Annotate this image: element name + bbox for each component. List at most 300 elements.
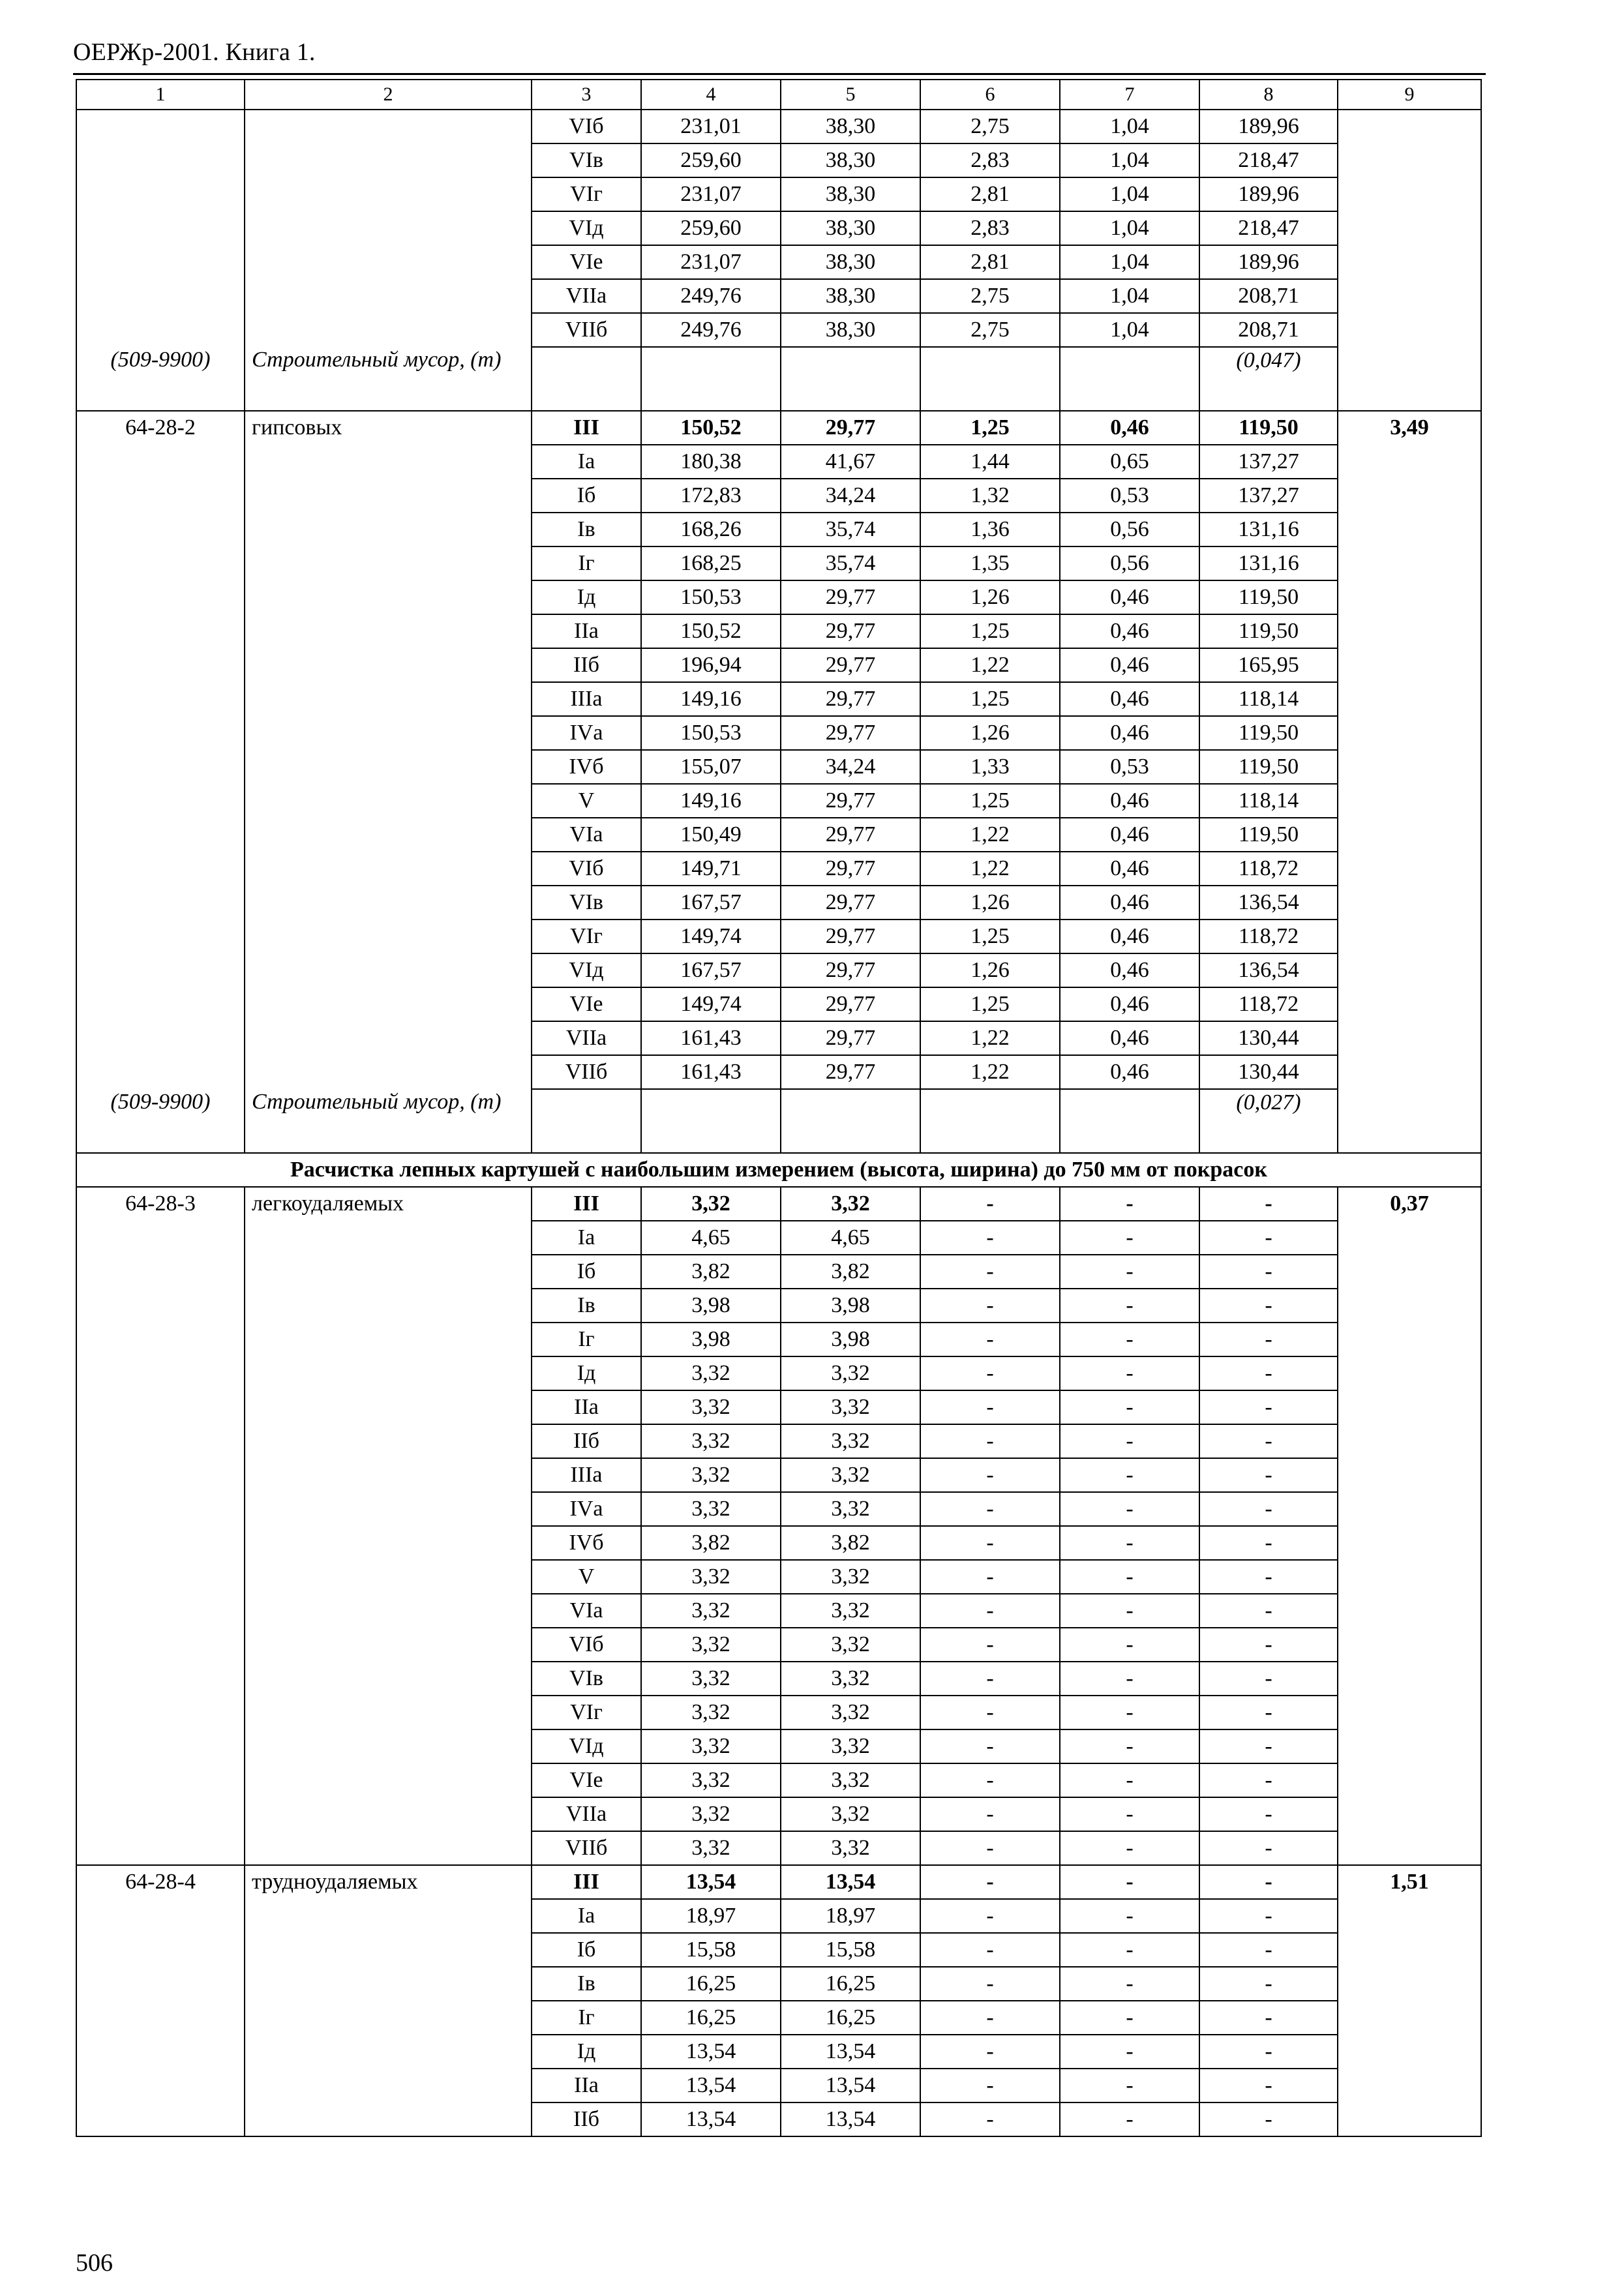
value-cell: 3,32: [781, 1763, 920, 1797]
region-code-cell: Iа: [532, 1221, 641, 1255]
region-code-cell: Iг: [532, 1323, 641, 1356]
value-cell: 35,74: [781, 513, 920, 546]
value-cell: 13,54: [781, 2069, 920, 2102]
region-code-cell: Iг: [532, 546, 641, 580]
region-code-cell: Iв: [532, 1967, 641, 2001]
value-cell: 137,27: [1199, 445, 1338, 479]
value-cell: 18,97: [641, 1899, 781, 1933]
value-cell: 13,54: [641, 2069, 781, 2102]
value-cell: 13,54: [641, 1865, 781, 1899]
value-cell: -: [920, 1628, 1060, 1662]
value-cell: -: [1199, 1560, 1338, 1594]
value-cell: 231,01: [641, 110, 781, 143]
value-cell: 3,82: [781, 1526, 920, 1560]
value-cell: 130,44: [1199, 1055, 1338, 1089]
value-cell: 189,96: [1199, 177, 1338, 211]
value-cell: 3,32: [781, 1628, 920, 1662]
value-cell: 29,77: [781, 987, 920, 1021]
value-cell: 150,53: [641, 580, 781, 614]
value-cell: 0,46: [1060, 818, 1199, 852]
value-cell: 29,77: [781, 648, 920, 682]
region-code-cell: VIIа: [532, 1021, 641, 1055]
value-cell: 1,04: [1060, 177, 1199, 211]
value-cell: 249,76: [641, 279, 781, 313]
value-cell: 13,54: [641, 2102, 781, 2136]
value-cell: -: [1060, 1390, 1199, 1424]
value-cell: 2,75: [920, 313, 1060, 347]
value-cell: 0,65: [1060, 445, 1199, 479]
value-cell: -: [1199, 1323, 1338, 1356]
value-cell: 3,82: [641, 1255, 781, 1289]
value-cell: 2,81: [920, 245, 1060, 279]
value-cell: 3,32: [781, 1797, 920, 1831]
region-code-cell: Iа: [532, 445, 641, 479]
value-cell: 167,57: [641, 953, 781, 987]
empty-cell: [1060, 347, 1199, 411]
value-cell: 149,74: [641, 987, 781, 1021]
region-code-cell: VIв: [532, 1662, 641, 1696]
value-cell: -: [920, 1458, 1060, 1492]
region-code-cell: VIб: [532, 110, 641, 143]
value-cell: 29,77: [781, 886, 920, 920]
value-cell: -: [1060, 1526, 1199, 1560]
waste-value: (0,047): [1199, 347, 1338, 411]
value-cell: 2,75: [920, 110, 1060, 143]
value-cell: -: [1199, 1933, 1338, 1967]
value-cell: 1,25: [920, 411, 1060, 445]
region-code-cell: VIIб: [532, 1831, 641, 1865]
value-cell: 38,30: [781, 211, 920, 245]
name-cell: [245, 110, 532, 347]
region-code-cell: IVа: [532, 1492, 641, 1526]
value-cell: 0,56: [1060, 546, 1199, 580]
region-code-cell: V: [532, 784, 641, 818]
section-heading-row: [76, 1153, 1481, 1187]
code-cell: [76, 110, 245, 347]
value-cell: 149,74: [641, 920, 781, 953]
value-cell: -: [1060, 1899, 1199, 1933]
value-cell: 3,32: [641, 1424, 781, 1458]
column-number: 6: [920, 80, 1060, 110]
value-cell: -: [1199, 1458, 1338, 1492]
value-cell: 118,14: [1199, 682, 1338, 716]
region-code-cell: Iа: [532, 1899, 641, 1933]
value-cell: -: [1060, 2035, 1199, 2069]
region-code-cell: Iб: [532, 1933, 641, 1967]
value-cell: 38,30: [781, 110, 920, 143]
value-cell: 3,32: [781, 1560, 920, 1594]
value-cell: -: [1199, 1187, 1338, 1221]
waste-code: (509-9900): [76, 347, 245, 411]
region-code-cell: Iв: [532, 1289, 641, 1323]
value-cell: -: [1060, 1323, 1199, 1356]
value-cell: 259,60: [641, 143, 781, 177]
value-cell: 0,46: [1060, 987, 1199, 1021]
value-cell: -: [920, 1729, 1060, 1763]
region-code-cell: VIIа: [532, 279, 641, 313]
value-cell: 3,32: [781, 1831, 920, 1865]
value-cell: 131,16: [1199, 513, 1338, 546]
region-code-cell: IIIа: [532, 1458, 641, 1492]
value-cell: 136,54: [1199, 953, 1338, 987]
value-cell: 3,32: [781, 1662, 920, 1696]
value-cell: -: [1199, 1865, 1338, 1899]
value-cell: 29,77: [781, 682, 920, 716]
value-cell: -: [1060, 2001, 1199, 2035]
region-code-cell: Iг: [532, 2001, 641, 2035]
region-code-cell: III: [532, 1865, 641, 1899]
region-code-cell: VIе: [532, 1763, 641, 1797]
value-cell: -: [1060, 1221, 1199, 1255]
value-cell: 3,32: [641, 1560, 781, 1594]
value-cell: -: [920, 2069, 1060, 2102]
value-cell: -: [1060, 1933, 1199, 1967]
value-cell: -: [920, 2035, 1060, 2069]
empty-cell: [1338, 1089, 1481, 1153]
value-cell: -: [1060, 1424, 1199, 1458]
value-cell: 196,94: [641, 648, 781, 682]
page-number: 506: [76, 2249, 113, 2277]
section-title: Расчистка лепных картушей с наибольшим измерением (высота, ширина) до 750 мм от покрасок: [76, 1153, 1481, 1187]
value-cell: -: [920, 1967, 1060, 2001]
value-cell: -: [1199, 2035, 1338, 2069]
value-cell: 3,32: [641, 1662, 781, 1696]
waste-label: Строительный мусор, (т): [245, 1089, 532, 1153]
value-cell: 3,32: [781, 1458, 920, 1492]
value-cell: 16,25: [781, 1967, 920, 2001]
value-cell: -: [920, 1899, 1060, 1933]
value-cell: 3,82: [781, 1255, 920, 1289]
value-cell: 149,16: [641, 682, 781, 716]
value-cell: 3,32: [641, 1831, 781, 1865]
value-cell: -: [920, 1594, 1060, 1628]
value-cell: 0,53: [1060, 479, 1199, 513]
value-cell: 0,46: [1060, 784, 1199, 818]
norm-cell: 1,51: [1338, 1865, 1481, 2136]
value-cell: -: [1060, 2102, 1199, 2136]
value-cell: 16,25: [641, 2001, 781, 2035]
region-code-cell: VIг: [532, 1696, 641, 1729]
value-cell: -: [1199, 2001, 1338, 2035]
value-cell: 0,46: [1060, 920, 1199, 953]
value-cell: 155,07: [641, 750, 781, 784]
column-number: 7: [1060, 80, 1199, 110]
value-cell: 189,96: [1199, 110, 1338, 143]
code-cell: 64-28-4: [76, 1865, 245, 2136]
waste-row: [76, 1089, 1481, 1153]
value-cell: 1,04: [1060, 245, 1199, 279]
value-cell: 1,26: [920, 886, 1060, 920]
region-code-cell: IIб: [532, 2102, 641, 2136]
value-cell: -: [1199, 1221, 1338, 1255]
value-cell: 130,44: [1199, 1021, 1338, 1055]
value-cell: 119,50: [1199, 750, 1338, 784]
value-cell: -: [1060, 1662, 1199, 1696]
value-cell: 3,98: [641, 1289, 781, 1323]
region-code-cell: Iб: [532, 479, 641, 513]
value-cell: 3,32: [781, 1424, 920, 1458]
value-cell: 29,77: [781, 1021, 920, 1055]
region-code-cell: IVб: [532, 1526, 641, 1560]
value-cell: 3,32: [781, 1356, 920, 1390]
value-cell: -: [1199, 2102, 1338, 2136]
value-cell: 259,60: [641, 211, 781, 245]
region-code-cell: IIа: [532, 2069, 641, 2102]
value-cell: 3,98: [781, 1289, 920, 1323]
region-code-cell: III: [532, 411, 641, 445]
value-cell: 29,77: [781, 580, 920, 614]
norm-cell: [1338, 110, 1481, 347]
value-cell: -: [1060, 1187, 1199, 1221]
value-cell: 168,26: [641, 513, 781, 546]
region-code-cell: IIб: [532, 1424, 641, 1458]
value-cell: -: [920, 1865, 1060, 1899]
code-cell: 64-28-3: [76, 1187, 245, 1865]
value-cell: -: [1199, 1390, 1338, 1424]
value-cell: 3,32: [641, 1458, 781, 1492]
value-cell: 41,67: [781, 445, 920, 479]
region-code-cell: VIд: [532, 211, 641, 245]
value-cell: 4,65: [641, 1221, 781, 1255]
column-number: 9: [1338, 80, 1481, 110]
value-cell: 0,46: [1060, 411, 1199, 445]
column-number: 4: [641, 80, 781, 110]
value-cell: 0,56: [1060, 513, 1199, 546]
value-cell: 119,50: [1199, 614, 1338, 648]
value-cell: -: [1199, 1289, 1338, 1323]
value-cell: 119,50: [1199, 411, 1338, 445]
value-cell: 0,46: [1060, 682, 1199, 716]
value-cell: 0,46: [1060, 614, 1199, 648]
region-code-cell: VIд: [532, 1729, 641, 1763]
header-rule: [73, 73, 1486, 75]
value-cell: 1,25: [920, 614, 1060, 648]
value-cell: 29,77: [781, 614, 920, 648]
value-cell: -: [1199, 1729, 1338, 1763]
value-cell: -: [920, 1424, 1060, 1458]
value-cell: 1,04: [1060, 143, 1199, 177]
value-cell: 38,30: [781, 279, 920, 313]
value-cell: -: [1199, 1356, 1338, 1390]
value-cell: 149,71: [641, 852, 781, 886]
value-cell: 150,52: [641, 614, 781, 648]
value-cell: 1,22: [920, 852, 1060, 886]
value-cell: 189,96: [1199, 245, 1338, 279]
page-header-title: ОЕРЖр-2001. Книга 1.: [73, 38, 316, 66]
region-code-cell: Iв: [532, 513, 641, 546]
waste-label: Строительный мусор, (т): [245, 347, 532, 411]
value-cell: -: [920, 1289, 1060, 1323]
value-cell: 150,53: [641, 716, 781, 750]
empty-cell: [641, 347, 781, 411]
value-cell: -: [920, 1831, 1060, 1865]
value-cell: 3,32: [781, 1390, 920, 1424]
value-cell: 119,50: [1199, 580, 1338, 614]
region-code-cell: VIIа: [532, 1797, 641, 1831]
name-cell: гипсовых: [245, 411, 532, 1089]
column-number: 1: [76, 80, 245, 110]
value-cell: 2,75: [920, 279, 1060, 313]
region-code-cell: VIе: [532, 987, 641, 1021]
norm-cell: 3,49: [1338, 411, 1481, 1089]
value-cell: 38,30: [781, 245, 920, 279]
value-cell: 35,74: [781, 546, 920, 580]
empty-cell: [532, 1089, 641, 1153]
value-cell: 15,58: [641, 1933, 781, 1967]
value-cell: 231,07: [641, 177, 781, 211]
value-cell: 29,77: [781, 784, 920, 818]
value-cell: 3,32: [641, 1797, 781, 1831]
value-cell: -: [1199, 2069, 1338, 2102]
value-cell: -: [920, 1187, 1060, 1221]
value-cell: 3,32: [641, 1594, 781, 1628]
region-code-cell: VIIб: [532, 313, 641, 347]
value-cell: 3,82: [641, 1526, 781, 1560]
value-cell: 1,22: [920, 1055, 1060, 1089]
region-code-cell: Iд: [532, 2035, 641, 2069]
value-cell: 3,32: [641, 1492, 781, 1526]
value-cell: -: [1199, 1696, 1338, 1729]
value-cell: 172,83: [641, 479, 781, 513]
value-cell: 1,25: [920, 920, 1060, 953]
value-cell: -: [1060, 1967, 1199, 2001]
value-cell: -: [1199, 1763, 1338, 1797]
value-cell: -: [1199, 1831, 1338, 1865]
table-row: [76, 411, 1481, 445]
value-cell: 1,25: [920, 682, 1060, 716]
value-cell: 1,22: [920, 818, 1060, 852]
value-cell: 231,07: [641, 245, 781, 279]
value-cell: 38,30: [781, 313, 920, 347]
value-cell: 1,25: [920, 987, 1060, 1021]
value-cell: -: [1199, 1255, 1338, 1289]
value-cell: 3,32: [641, 1696, 781, 1729]
value-cell: 3,32: [781, 1187, 920, 1221]
norms-table: [76, 79, 1482, 2137]
region-code-cell: VIб: [532, 1628, 641, 1662]
value-cell: 218,47: [1199, 143, 1338, 177]
value-cell: 3,32: [641, 1763, 781, 1797]
value-cell: 3,32: [641, 1729, 781, 1763]
value-cell: -: [920, 1662, 1060, 1696]
region-code-cell: VIб: [532, 852, 641, 886]
value-cell: 38,30: [781, 177, 920, 211]
region-code-cell: IIIа: [532, 682, 641, 716]
value-cell: 4,65: [781, 1221, 920, 1255]
value-cell: -: [920, 1560, 1060, 1594]
empty-cell: [1338, 347, 1481, 411]
region-code-cell: VIа: [532, 818, 641, 852]
value-cell: 136,54: [1199, 886, 1338, 920]
value-cell: -: [1060, 1458, 1199, 1492]
value-cell: 1,25: [920, 784, 1060, 818]
column-number: 3: [532, 80, 641, 110]
region-code-cell: V: [532, 1560, 641, 1594]
value-cell: 249,76: [641, 313, 781, 347]
value-cell: -: [920, 1390, 1060, 1424]
region-code-cell: VIв: [532, 886, 641, 920]
value-cell: 2,81: [920, 177, 1060, 211]
value-cell: 15,58: [781, 1933, 920, 1967]
value-cell: 0,46: [1060, 1055, 1199, 1089]
value-cell: 16,25: [781, 2001, 920, 2035]
value-cell: 13,54: [781, 2102, 920, 2136]
value-cell: 3,32: [781, 1696, 920, 1729]
value-cell: 38,30: [781, 143, 920, 177]
value-cell: 119,50: [1199, 818, 1338, 852]
region-code-cell: VIг: [532, 177, 641, 211]
value-cell: 34,24: [781, 750, 920, 784]
table-row: [76, 1187, 1481, 1221]
value-cell: -: [920, 2102, 1060, 2136]
value-cell: 1,33: [920, 750, 1060, 784]
value-cell: 0,46: [1060, 852, 1199, 886]
value-cell: 149,16: [641, 784, 781, 818]
value-cell: -: [920, 1255, 1060, 1289]
empty-cell: [920, 1089, 1060, 1153]
region-code-cell: Iб: [532, 1255, 641, 1289]
value-cell: 1,26: [920, 953, 1060, 987]
column-number-row: [76, 80, 1481, 110]
value-cell: -: [1199, 1797, 1338, 1831]
value-cell: -: [1060, 1763, 1199, 1797]
value-cell: -: [1060, 2069, 1199, 2102]
value-cell: -: [1060, 1289, 1199, 1323]
table-row: [76, 110, 1481, 143]
value-cell: 1,04: [1060, 313, 1199, 347]
value-cell: -: [1199, 1662, 1338, 1696]
value-cell: 119,50: [1199, 716, 1338, 750]
region-code-cell: IVб: [532, 750, 641, 784]
value-cell: -: [1199, 1424, 1338, 1458]
value-cell: 137,27: [1199, 479, 1338, 513]
waste-code: (509-9900): [76, 1089, 245, 1153]
value-cell: -: [920, 1221, 1060, 1255]
value-cell: 2,83: [920, 143, 1060, 177]
value-cell: 118,72: [1199, 920, 1338, 953]
value-cell: 3,32: [641, 1628, 781, 1662]
empty-cell: [920, 347, 1060, 411]
value-cell: 29,77: [781, 1055, 920, 1089]
value-cell: -: [1199, 1899, 1338, 1933]
value-cell: -: [1060, 1255, 1199, 1289]
empty-cell: [781, 347, 920, 411]
value-cell: 1,04: [1060, 211, 1199, 245]
value-cell: 165,95: [1199, 648, 1338, 682]
value-cell: 1,26: [920, 580, 1060, 614]
value-cell: -: [1199, 1526, 1338, 1560]
region-code-cell: III: [532, 1187, 641, 1221]
region-code-cell: VIв: [532, 143, 641, 177]
value-cell: -: [920, 1356, 1060, 1390]
value-cell: 180,38: [641, 445, 781, 479]
value-cell: 29,77: [781, 953, 920, 987]
value-cell: 13,54: [641, 2035, 781, 2069]
value-cell: -: [920, 1526, 1060, 1560]
column-number: 8: [1199, 80, 1338, 110]
value-cell: 1,32: [920, 479, 1060, 513]
value-cell: 1,22: [920, 1021, 1060, 1055]
value-cell: 2,83: [920, 211, 1060, 245]
value-cell: -: [920, 1763, 1060, 1797]
empty-cell: [532, 347, 641, 411]
value-cell: 3,32: [641, 1187, 781, 1221]
region-code-cell: IIа: [532, 1390, 641, 1424]
value-cell: -: [1199, 1492, 1338, 1526]
value-cell: 0,46: [1060, 648, 1199, 682]
value-cell: 208,71: [1199, 313, 1338, 347]
value-cell: 34,24: [781, 479, 920, 513]
